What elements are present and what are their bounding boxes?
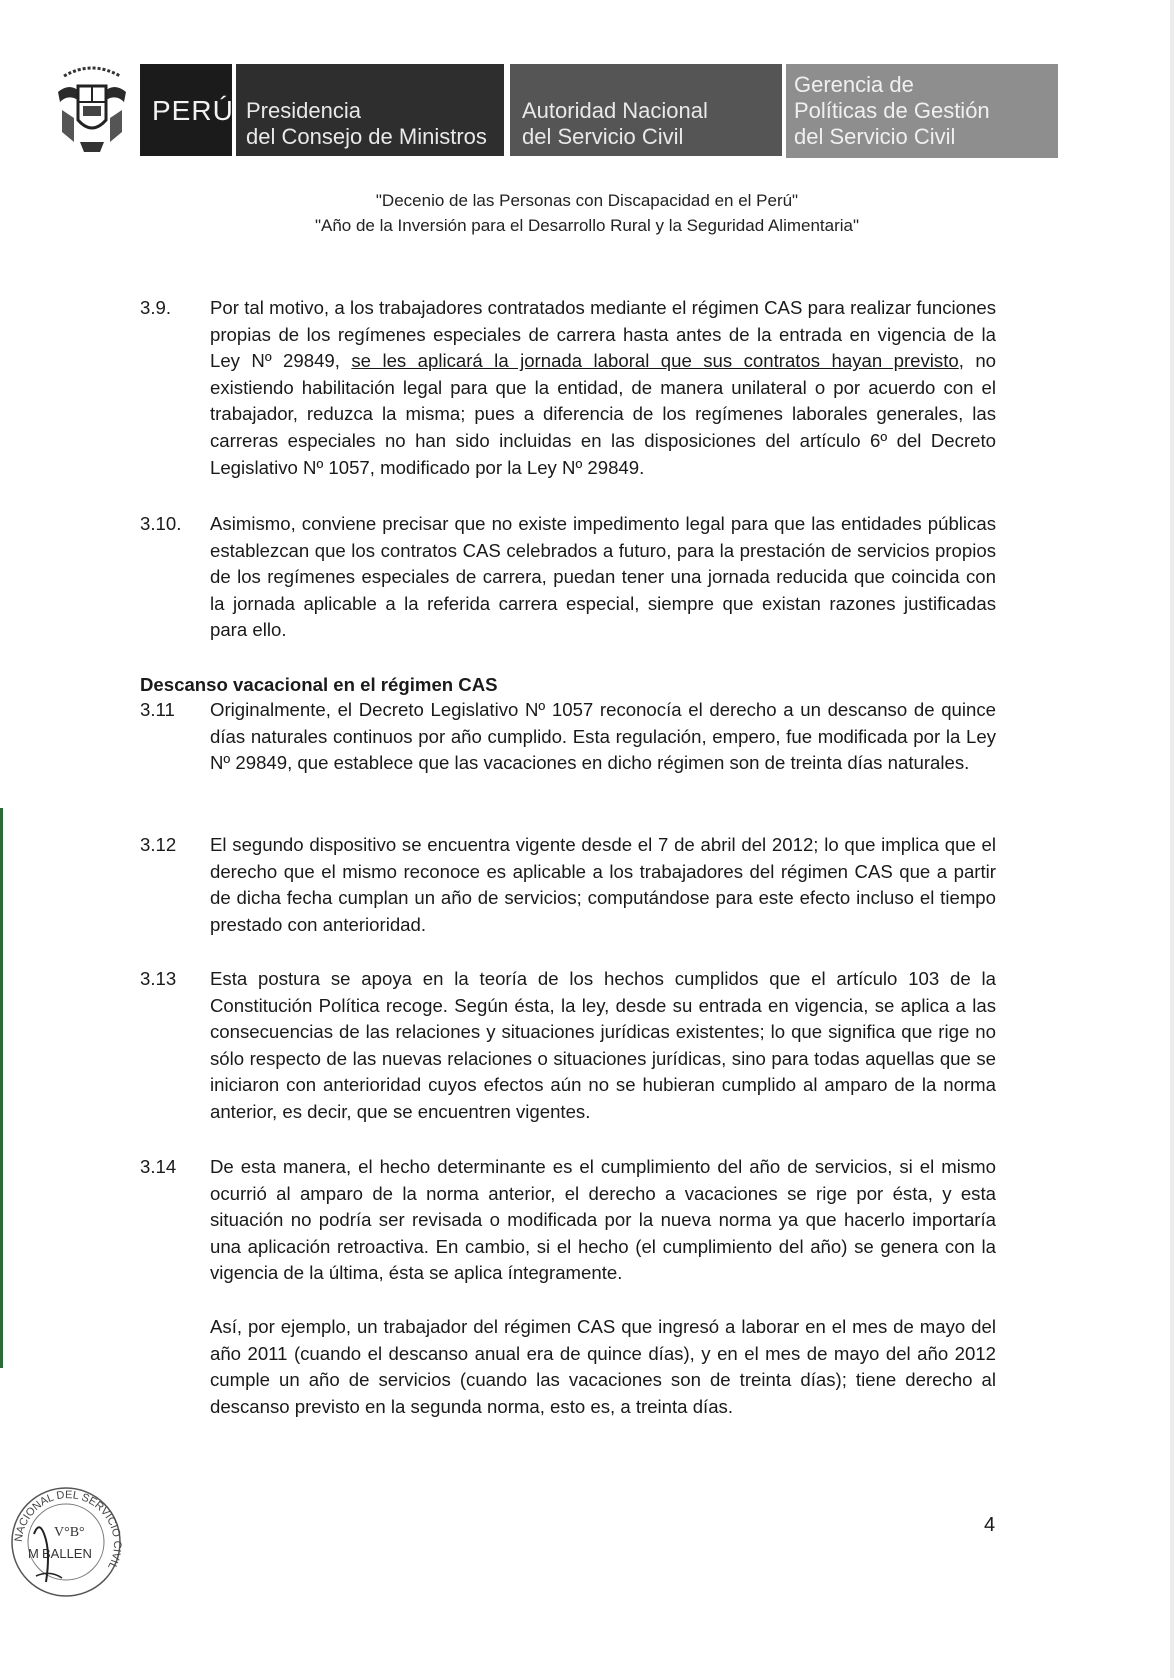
paragraph-example: Así, por ejemplo, un trabajador del régimen CAS que ingresó a laborar en el mes de mayo del año 2011 (cuando el descanso anual era de quince días), y en el mes de mayo del año 2012 cumple un año de servicios (cuando las vacaciones son de treinta días); tiene derecho al descanso previsto en la segunda norma, esto es, a treinta días. xyxy=(210,1316,996,1417)
peru-coat-of-arms-icon xyxy=(54,62,130,158)
approval-stamp xyxy=(6,1478,124,1604)
paragraph-3-10: Asimismo, conviene precisar que no existe impedimento legal para que las entidades públicas establezcan que los contratos CAS celebrados a futuro, para la prestación de servicios propios de los regímenes especiales de carrera, puedan tener una jornada reducida que coincida con la jornada aplicable a la referida carrera especial, siempre que existan razones justificadas para ello. xyxy=(210,513,996,641)
stamp-name: BALLEN xyxy=(42,1546,92,1561)
paragraph-3-13: Esta postura se apoya en la teoría de los hechos cumplidos que el artículo 103 de la Constitución Política recoge. Según ésta, la ley, desde su entrada en vigencia, se aplica a las consecuencias de las relaciones y situaciones jurídicas existentes; lo que significa que rige no sólo respecto de las nuevas relaciones o situaciones jurídicas, sino para todas aquellas que se iniciaron con anterioridad cuyos efectos aún no se hubieran cumplido al amparo de la norma anterior, es decir, que se encuentren vigentes. xyxy=(210,968,996,1122)
paragraph-3-11: Originalmente, el Decreto Legislativo Nº 1057 reconocía el derecho a un descanso de quince días naturales continuos por año cumplido. Esta regulación, empero, fue modificada por la Ley Nº 29849, que establece que las vacaciones en dicho régimen son de treinta días naturales. xyxy=(210,699,996,774)
section-number-3-11: 3.11 xyxy=(140,699,175,720)
section-heading: Descanso vacacional en el régimen CAS xyxy=(140,674,498,695)
servir-label: Autoridad Nacional del Servicio Civil xyxy=(522,98,708,149)
paragraph-3-9-part-b: , no existiendo habilitación legal para que la entidad, de manera unilateral o por acuerdo con el trabajador, reduzca la misma; pues a diferencia de los regímenes laborales generales, las carreras especiales no han sido incluidas en las disposiciones del artículo 6º del Decreto Legislativo Nº 1057, modificado por la Ley Nº 29849. xyxy=(210,350,997,478)
section-number-3-12: 3.12 xyxy=(140,834,177,855)
stamp-initial: M xyxy=(28,1546,39,1561)
section-number-3-13: 3.13 xyxy=(140,968,177,989)
motto-line-2: "Año de la Inversión para el Desarrollo Rural y la Seguridad Alimentaria" xyxy=(314,216,860,235)
motto-line-1: "Decenio de las Personas con Discapacidad en el Perú" xyxy=(375,191,799,210)
stamp-vb: V°B° xyxy=(54,1525,85,1540)
section-number-3-9: 3.9. xyxy=(140,297,172,318)
scan-edge xyxy=(1170,0,1174,1678)
mottos xyxy=(0,188,1174,238)
stamp-ring-text: NACIONAL DEL SERVICIO CIVIL xyxy=(12,1489,123,1572)
paragraph-3-9 xyxy=(210,295,996,481)
section-number-3-10: 3.10. xyxy=(140,513,182,534)
scan-left-mark xyxy=(0,808,3,1368)
gerencia-label: Gerencia de Políticas de Gestión del Servicio Civil xyxy=(794,72,990,149)
paragraph-3-9-part-a: Por tal motivo, a los trabajadores contratados mediante el régimen CAS para realizar funciones propias de los regímenes especiales de carrera hasta antes de la entrada en vigencia de la Ley Nº 29849, xyxy=(210,297,996,372)
section-number-3-14: 3.14 xyxy=(140,1156,177,1177)
pcm-block xyxy=(236,64,504,156)
page-number: 4 xyxy=(984,1514,996,1536)
peru-label: PERÚ xyxy=(152,95,234,126)
paragraph-3-14: De esta manera, el hecho determinante es el cumplimiento del año de servicios, si el mismo ocurrió al amparo de la norma anterior, el derecho a vacaciones se rige por ésta, y esta situación no podría ser revisada o modificada por la nueva norma ya que hacerlo importaría una aplicación retroactiva. En cambio, si el hecho (el cumplimiento del año) se genera con la vigencia de la última, ésta se aplica íntegramente. xyxy=(210,1156,996,1284)
pcm-label: Presidencia del Consejo de Ministros xyxy=(246,98,487,149)
paragraph-3-9-underlined: se les aplicará la jornada laboral que sus contratos hayan previsto xyxy=(351,350,959,372)
gerencia-block xyxy=(786,64,1058,158)
servir-block xyxy=(510,64,782,156)
paragraph-3-12: El segundo dispositivo se encuentra vigente desde el 7 de abril del 2012; lo que implica que el derecho que el mismo reconoce es aplicable a los trabajadores del régimen CAS que a partir de dicha fecha cumplan un año de servicios; computándose para este efecto incluso el tiempo prestado con anterioridad. xyxy=(210,834,996,935)
peru-block xyxy=(140,64,232,156)
